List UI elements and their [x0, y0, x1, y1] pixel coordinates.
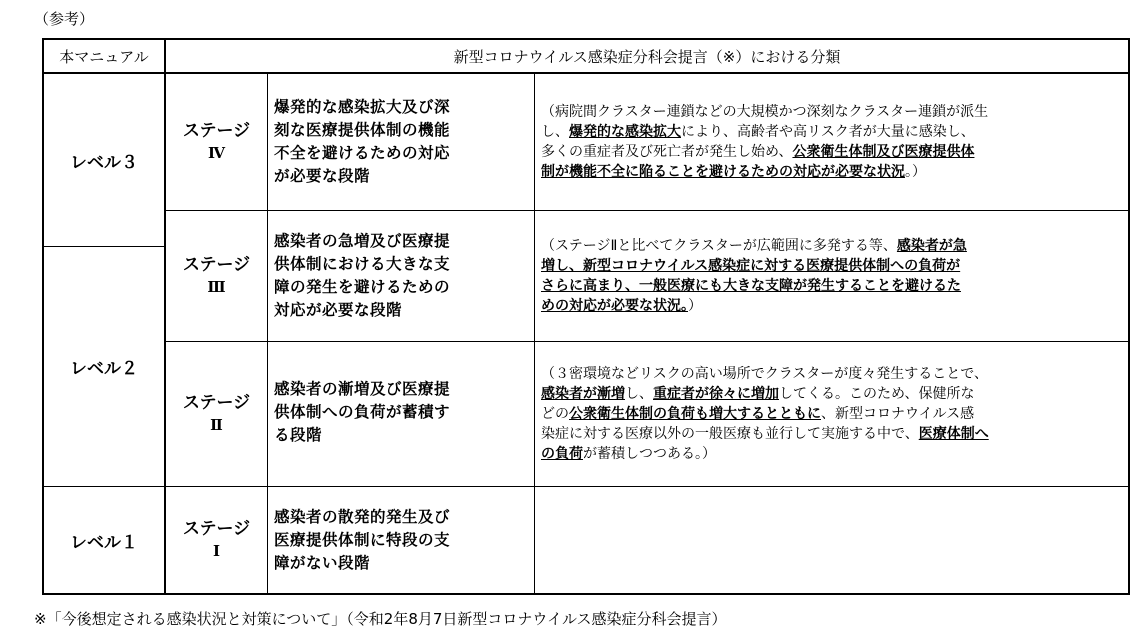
description-line: 多くの重症者及び死亡者が発生し始め、公衆衛生体制及び医療提供体 [541, 144, 975, 160]
stage-3-summary: 感染者の急増及び医療提 供体制における大きな支 障の発生を避けるための 対応が必要な段階 [274, 232, 451, 319]
stage-2 [166, 342, 267, 486]
description-line: 増し、新型コロナウイルス感染症に対する医療提供体制への負荷が [541, 258, 961, 274]
description-line: の負荷が蓄積しつつある。） [541, 446, 716, 462]
stage-label: ステージ [182, 519, 251, 539]
description-line: さらに高まり、一般医療にも大きな支障が発生することを避けるた [541, 278, 961, 294]
header-classification: 新型コロナウイルス感染症分科会提言（※）における分類 [453, 47, 841, 66]
level-3: レベル３ [70, 152, 138, 173]
description-line: （ステージⅡと比べてクラスターが広範囲に多発する等、感染者が急 [541, 238, 967, 254]
description-line: 制が機能不全に陥ることを避けるための対応が必要な状況。） [541, 164, 926, 180]
level-2: レベル２ [70, 359, 138, 379]
stage-numeral: Ⅳ [207, 144, 226, 162]
stage-numeral: Ⅱ [210, 416, 223, 434]
header-manual: 本マニュアル [59, 47, 149, 66]
reference-label: （参考） [34, 10, 95, 28]
description-line: めの対応が必要な状況。） [541, 298, 702, 314]
stage-2-summary: 感染者の漸増及び医療提 供体制への負荷が蓄積す る段階 [274, 380, 451, 444]
footnote: ※「今後想定される感染状況と対策について」（令和2年8月7日新型コロナウイルス感染症分科会提言） [34, 610, 727, 628]
description-line: 感染者が漸増し、重症者が徐々に増加してくる。このため、保健所な [541, 386, 975, 402]
description-line: どの公衆衛生体制の負荷も増大するとともに、新型コロナウイルス感 [541, 406, 975, 422]
stage-4 [166, 74, 267, 210]
stage-1 [166, 487, 267, 593]
level-1: レベル１ [70, 532, 138, 553]
description-line: し、爆発的な感染拡大により、高齢者や高リスク者が大量に感染し、 [541, 124, 975, 140]
stage-numeral: Ⅰ [212, 542, 221, 560]
description-line: （３密環境などリスクの高い場所でクラスターが度々発生することで、 [541, 366, 989, 382]
stage-label: ステージ [182, 393, 251, 413]
stage-label: ステージ [182, 121, 251, 141]
stage-3-description [541, 236, 967, 316]
description-line: （病院間クラスター連鎖などの大規模かつ深刻なクラスター連鎖が派生 [541, 104, 989, 120]
stage-3 [166, 211, 267, 341]
stage-1-summary: 感染者の散発的発生及び 医療提供体制に特段の支 障がない段階 [274, 508, 451, 572]
stage-2-description [541, 364, 989, 464]
stage-4-description [541, 102, 988, 182]
description-line: 染症に対する医療以外の一般医療も並行して実施する中で、医療体制へ [541, 426, 989, 442]
stage-numeral: Ⅲ [207, 278, 226, 296]
stage-label: ステージ [182, 255, 251, 275]
stage-4-summary: 爆発的な感染拡大及び深 刻な医療提供体制の機能 不全を避けるための対応 が必要な段階 [274, 98, 451, 185]
